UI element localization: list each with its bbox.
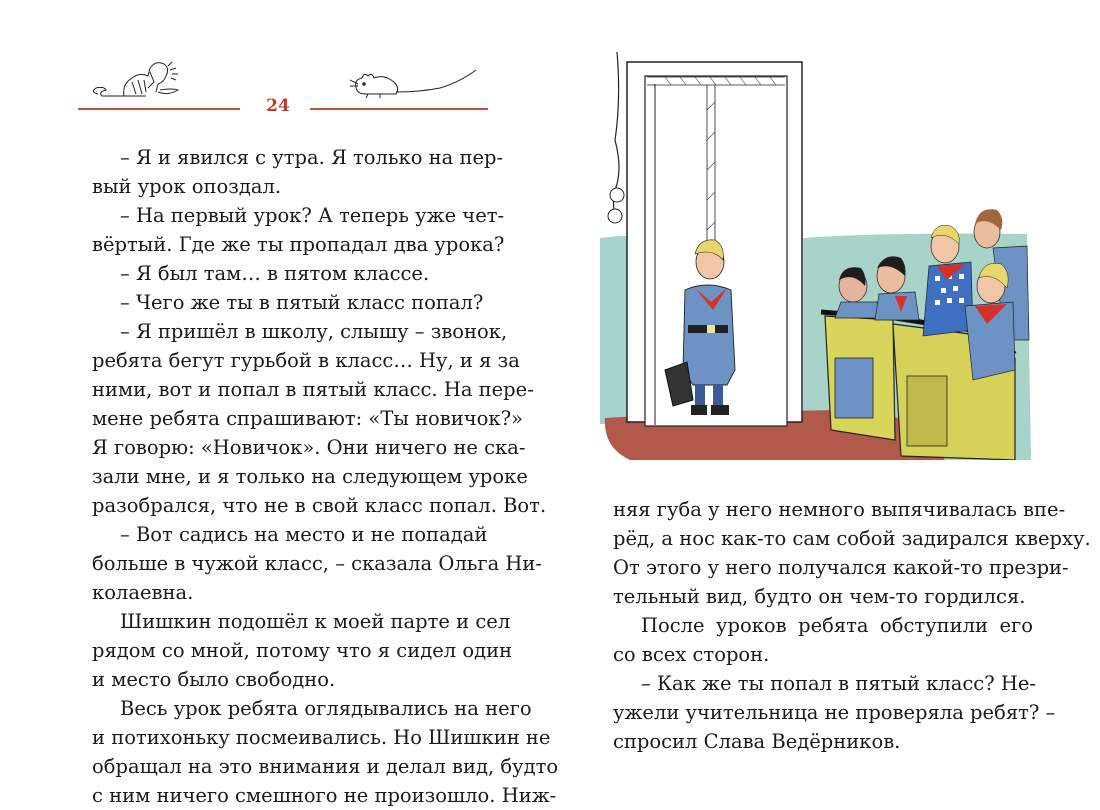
text-line: вёртый. Где же ты пропадал два урока? [92, 233, 505, 256]
header-rule-left [78, 108, 240, 110]
text-line: и место было свободно. [92, 668, 336, 691]
text-line: спросил Слава Ведёрников. [613, 730, 901, 753]
text-line: и потихоньку посмеивались. Но Шишкин не [92, 726, 551, 749]
classroom-illustration [595, 40, 1045, 460]
text-line: мене ребята спрашивают: «Ты новичок?» [92, 407, 523, 430]
text-line: От этого у него получался какой-то презри- [613, 556, 1069, 579]
text-line: Весь урок ребята оглядывались на него [120, 697, 532, 720]
text-line: со всех сторон. [613, 643, 770, 666]
text-line: рёд, а нос как-то сам собой задирался кверху. [613, 527, 1091, 550]
text-line: зали мне, и я только на следующем уроке [92, 465, 528, 488]
text-line: – Вот садись на место и не попадай [120, 523, 488, 546]
page-number: 24 [266, 96, 290, 116]
text-line: – Я и явился с утра. Я только на пер- [120, 146, 504, 169]
text-line: ребята бегут гурьбой в класс… Ну, и я за [92, 349, 520, 372]
text-line: – Я пришёл в школу, слышу – звонок, [120, 320, 508, 343]
text-line: вый урок опоздал. [92, 175, 282, 198]
text-line: рядом со мной, потому что я сидел один [92, 639, 513, 662]
text-line: разобрался, что не в свой класс попал. Вот. [92, 494, 547, 517]
body-text-right [613, 495, 1091, 756]
text-line: – Чего же ты в пятый класс попал? [120, 291, 484, 314]
body-text-left [92, 143, 559, 810]
text-line: После уроков ребята обступили его [641, 614, 1033, 637]
header-rule-right [310, 108, 488, 110]
text-line: няя губа у него немного выпячивалась впе- [613, 498, 1066, 521]
text-line: обращал на это внимания и делал вид, будто [92, 755, 559, 778]
text-line: тельный вид, будто он чем-то гордился. [613, 585, 1026, 608]
text-line: Я говорю: «Новичок». Они ничего не ска- [92, 436, 526, 459]
text-line: ужели учительница не проверяла ребят? – [613, 701, 1056, 724]
text-line: – На первый урок? А теперь уже чет- [120, 204, 505, 227]
mouse-icon [350, 66, 490, 106]
text-line: с ним ничего смешного не произошло. Ниж- [92, 784, 557, 807]
text-line: ними, вот и попал в пятый класс. На пере- [92, 378, 534, 401]
cat-drinking-from-bowl-icon [86, 58, 236, 108]
running-header [78, 58, 488, 118]
text-line: больше в чужой класс, – сказала Ольга Ни- [92, 552, 542, 575]
text-line: Шишкин подошёл к моей парте и сел [120, 610, 511, 633]
text-line: – Как же ты попал в пятый класс? Не- [641, 672, 1036, 695]
text-line: – Я был там… в пятом классе. [120, 262, 430, 285]
text-line: колаевна. [92, 581, 194, 604]
